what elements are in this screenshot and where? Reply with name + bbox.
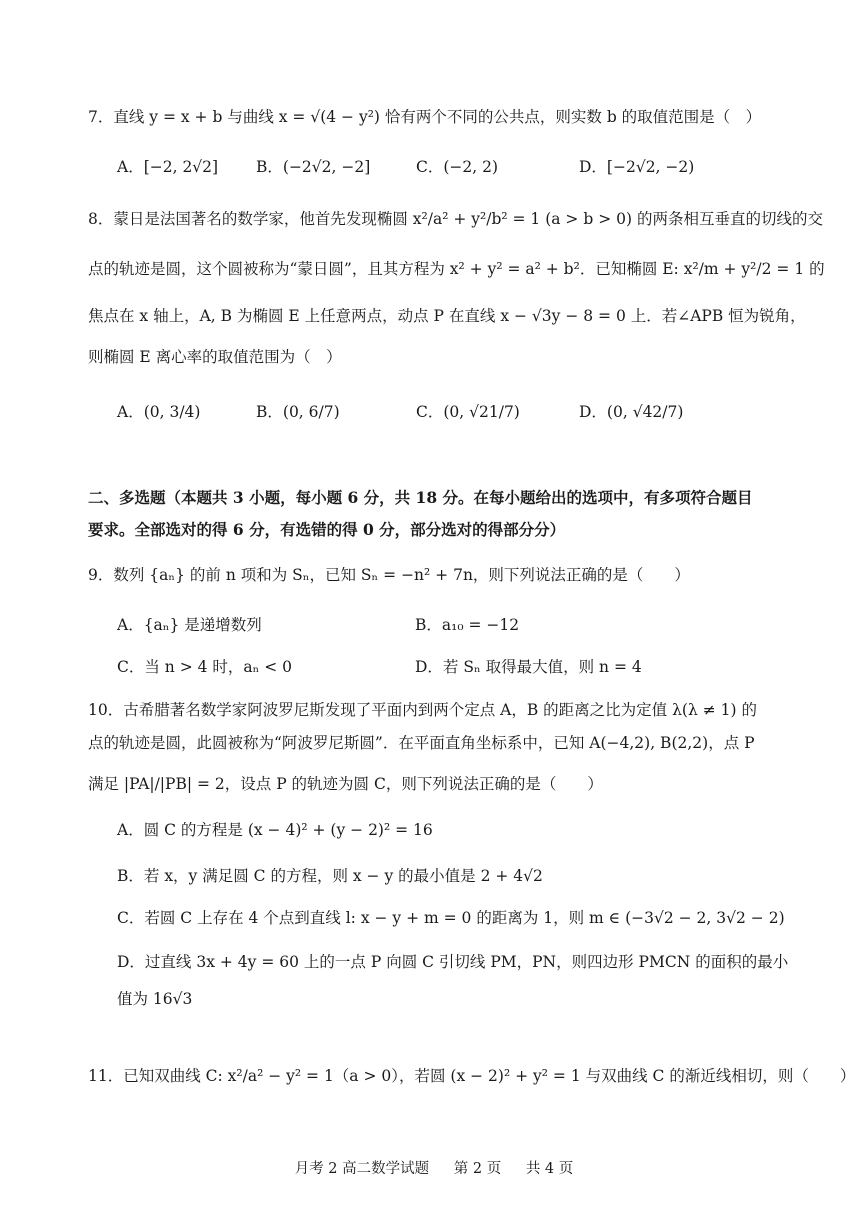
- q10-line-1: 10．古希腊著名数学家阿波罗尼斯发现了平面内到两个定点 A，B 的距离之比为定值 λ(λ ≠ 1) 的: [88, 701, 757, 719]
- q9-option-a: A．{aₙ} 是递增数列: [117, 616, 262, 634]
- q10-line-3: 满足 |PA|/|PB| = 2，设点 P 的轨迹为圆 C，则下列说法正确的是（ ）: [88, 775, 603, 793]
- footer-total-pages: 共 4 页: [525, 1161, 574, 1177]
- q8-option-c: C．(0, √21/7): [416, 403, 520, 421]
- q8-option-a: A．(0, 3/4): [117, 403, 201, 421]
- q7-option-c: C．(−2, 2): [416, 158, 499, 176]
- q9-option-c: C．当 n > 4 时，aₙ < 0: [117, 658, 293, 676]
- q7-option-d: D．[−2√2, −2): [579, 158, 695, 176]
- page-footer: [0, 1157, 868, 1178]
- q8-line-4: 则椭圆 E 离心率的取值范围为（ ）: [88, 348, 342, 366]
- q10-line-2: 点的轨迹是圆，此圆被称为“阿波罗尼斯圆”．在平面直角坐标系中，已知 A(−4,2), B(2,2)，点 P: [88, 734, 755, 752]
- q8-line-2: 点的轨迹是圆，这个圆被称为“蒙日圆”，且其方程为 x² + y² = a² + b²．已知椭圆 E: x²/m + y²/2 = 1 的: [88, 260, 825, 278]
- q10-option-c: C．若圆 C 上存在 4 个点到直线 l: x − y + m = 0 的距离为 1，则 m ∈ (−3√2 − 2, 3√2 − 2): [117, 909, 785, 927]
- q10-option-b: B．若 x，y 满足圆 C 的方程，则 x − y 的最小值是 2 + 4√2: [117, 867, 543, 885]
- q10-option-d-continued: 值为 16√3: [117, 990, 193, 1008]
- q7-option-a: A．[−2, 2√2]: [117, 158, 219, 176]
- footer-exam-title: 月考 2 高二数学试题: [294, 1161, 430, 1177]
- q9-stem: 9．数列 {aₙ} 的前 n 项和为 Sₙ，已知 Sₙ = −n² + 7n，则下列说法正确的是（ ）: [88, 566, 690, 584]
- footer-page-number: 第 2 页: [453, 1161, 502, 1177]
- q8-line-3: 焦点在 x 轴上，A, B 为椭圆 E 上任意两点，动点 P 在直线 x − √3y − 8 = 0 上．若∠APB 恒为锐角，: [88, 307, 806, 325]
- q8-option-b: B．(0, 6/7): [256, 403, 340, 421]
- q7-stem: 7．直线 y = x + b 与曲线 x = √(4 − y²) 恰有两个不同的公共点，则实数 b 的取值范围是（ ）: [88, 108, 762, 126]
- section2-heading-line-1: 二、多选题（本题共 3 小题，每小题 6 分，共 18 分。在每小题给出的选项中，有多项符合题目: [88, 488, 753, 507]
- q8-option-d: D．(0, √42/7): [579, 403, 684, 421]
- q9-option-b: B．a₁₀ = −12: [415, 616, 520, 634]
- q8-line-1: 8．蒙日是法国著名的数学家，他首先发现椭圆 x²/a² + y²/b² = 1 (a > b > 0) 的两条相互垂直的切线的交: [88, 210, 823, 228]
- section2-heading-line-2: 要求。全部选对的得 6 分，有选错的得 0 分，部分选对的得部分分）: [88, 520, 566, 539]
- q11-stem: 11．已知双曲线 C: x²/a² − y² = 1（a > 0），若圆 (x − 2)² + y² = 1 与双曲线 C 的渐近线相切，则（ ）: [88, 1067, 856, 1085]
- q10-option-d: D．过直线 3x + 4y = 60 上的一点 P 向圆 C 引切线 PM，PN，则四边形 PMCN 的面积的最小: [117, 953, 789, 971]
- q10-option-a: A．圆 C 的方程是 (x − 4)² + (y − 2)² = 16: [117, 821, 433, 839]
- q9-option-d: D．若 Sₙ 取得最大值，则 n = 4: [415, 658, 642, 676]
- q7-option-b: B．(−2√2, −2]: [256, 158, 371, 176]
